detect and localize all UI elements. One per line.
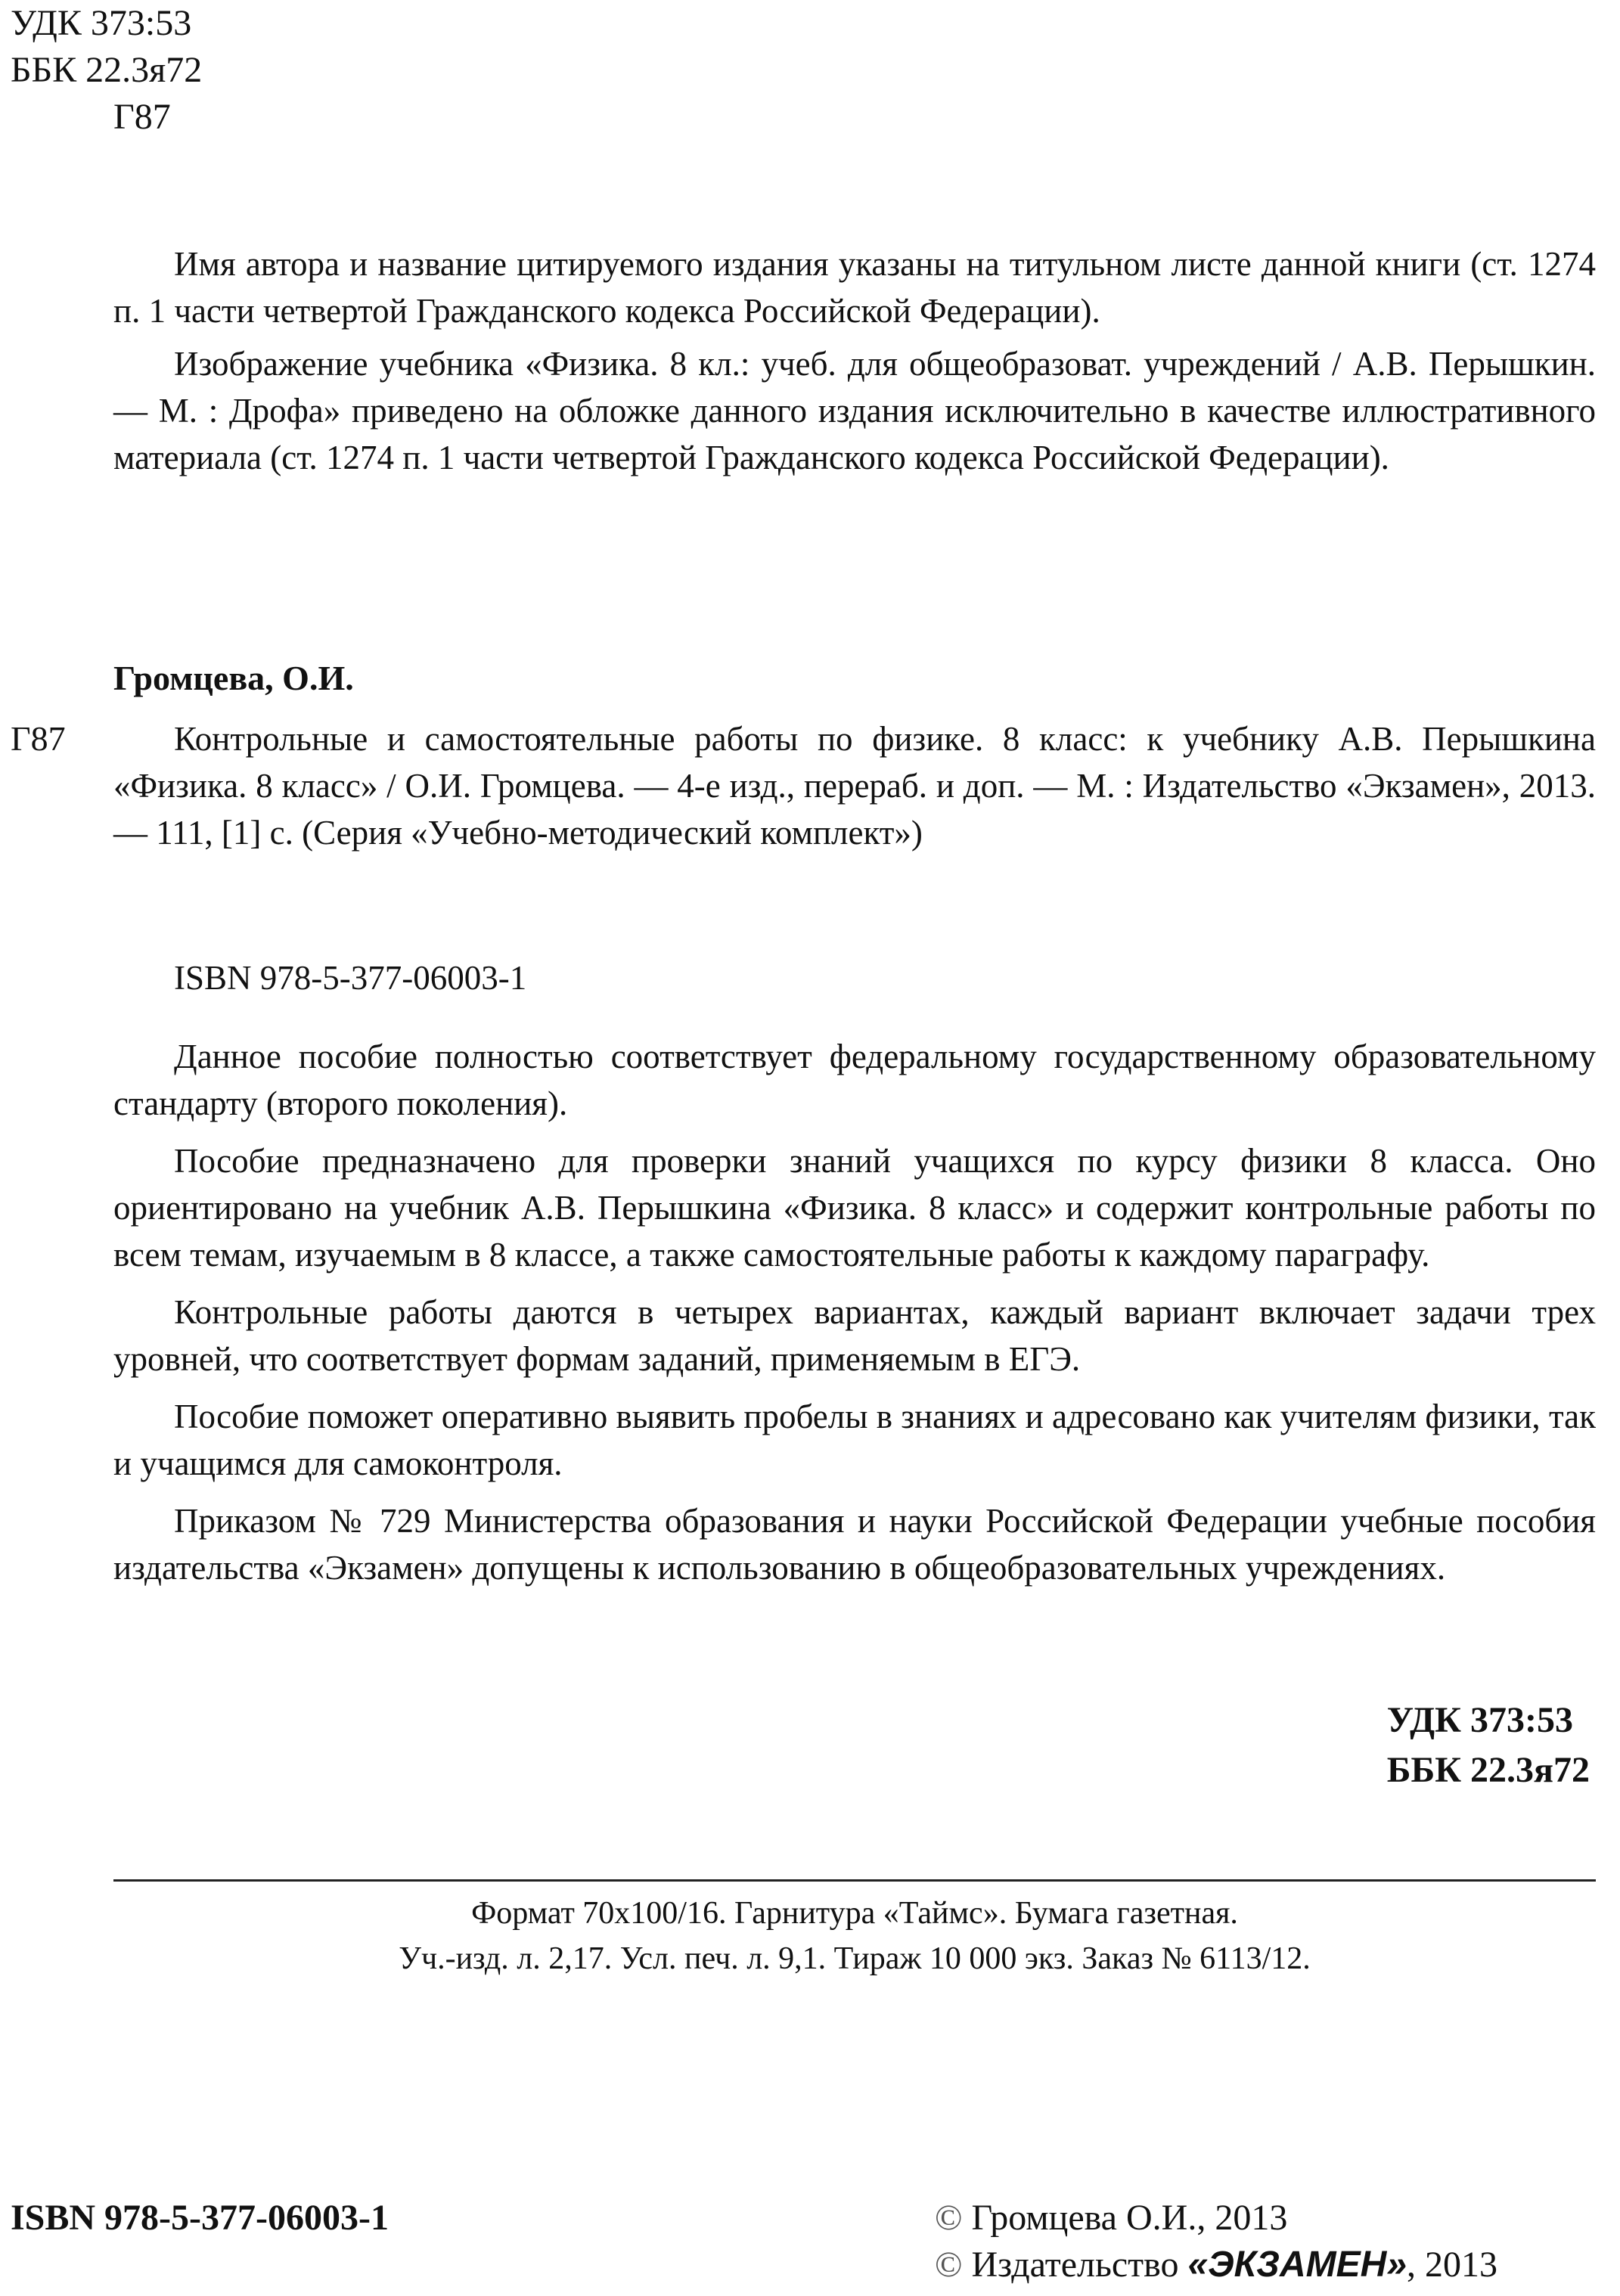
printing-imprint [113, 1891, 1596, 1981]
notice-paragraph-1: Имя автора и название цитируемого издания указаны на титульном листе данной книги (ст. 1274 п. 1 части четвертой Гражданского кодекса Российской Федерации). [113, 245, 1596, 330]
copyright-symbol: © [935, 2245, 963, 2285]
copyright-publisher-line [935, 2242, 1497, 2288]
abstract-paragraph-1: Данное пособие полностью соответствует федеральному государственному образовательному стандарту (второго поколения). [113, 1038, 1596, 1122]
abstract-paragraph-5: Приказом № 729 Министерства образования и науки Российской Федерации учебные пособия издательства «Экзамен» допущены к использованию в общеобразовательных учреждениях. [113, 1502, 1596, 1587]
bbk-code-bottom: ББК 22.3я72 [1386, 1750, 1590, 1790]
publisher-name: «ЭКЗАМЕН» [1187, 2245, 1407, 2285]
notice-paragraph-2: Изображение учебника «Физика. 8 кл.: учеб. для общеобразоват. учреждений / А.В. Перышкин. — М. : Дрофа» приведено на обложке данного издания исключительно в качестве иллюстративного материала (ст. 1274 п. 1 части четвертой Гражданского кодекса Российской Федерации). [113, 345, 1596, 476]
copyright-publisher-year: , 2013 [1407, 2245, 1498, 2285]
copyright-publisher-prefix: Издательство [971, 2245, 1188, 2285]
author-mark: Г87 [113, 97, 171, 137]
abstract-paragraph-3: Контрольные работы даются в четырех вариантах, каждый вариант включает задачи трех уровней, что соответствует формам заданий, применяемым в ЕГЭ. [113, 1293, 1596, 1378]
abstract [113, 1033, 1596, 1591]
imprint-line-2: Уч.-изд. л. 2,17. Усл. печ. л. 9,1. Тираж 10 000 экз. Заказ № 6113/12. [399, 1941, 1311, 1976]
imprint-line-1: Формат 70х100/16. Гарнитура «Таймс». Бумага газетная. [471, 1896, 1238, 1931]
copyright-notice [113, 240, 1596, 481]
copyright-author-line [935, 2195, 1497, 2242]
bbk-code: ББК 22.3я72 [11, 50, 203, 90]
isbn-inline: ISBN 978-5-377-06003-1 [174, 959, 527, 997]
abstract-paragraph-4: Пособие поможет оперативно выявить пробелы в знаниях и адресовано как учителям физики, так и учащимся для самоконтроля. [113, 1398, 1596, 1482]
classification-codes-top [11, 0, 202, 141]
copyright-author: Громцева О.И., 2013 [971, 2198, 1288, 2238]
copyright-symbol: © [935, 2198, 963, 2238]
author-heading: Громцева, О.И. [113, 659, 354, 697]
udk-code-bottom: УДК 373:53 [1386, 1700, 1573, 1740]
isbn-footer: ISBN 978-5-377-06003-1 [11, 2198, 389, 2238]
abstract-paragraph-2: Пособие предназначено для проверки знаний учащихся по курсу физики 8 класса. Оно ориентировано на учебник А.В. Перышкина «Физика. 8 класс» и содержит контрольные работы по всем темам, изучаемым в 8 классе, а также самостоятельные работы к каждому параграфу. [113, 1142, 1596, 1274]
bibliographic-text: Контрольные и самостоятельные работы по физике. 8 класс: к учебнику А.В. Перышкина «Физика. 8 класс» / О.И. Громцева. — 4-е изд., перераб. и доп. — М. : Издательство «Экзамен», 2013. — 111, [1] с. (Серия «Учебно-методический комплект») [113, 720, 1596, 852]
classification-codes-bottom [1387, 1696, 1590, 1795]
bibliographic-description [113, 715, 1596, 856]
copyright-lines [935, 2195, 1497, 2288]
udk-code: УДК 373:53 [11, 3, 192, 43]
imprint-divider [113, 1879, 1596, 1882]
author-mark-side: Г87 [11, 719, 66, 758]
